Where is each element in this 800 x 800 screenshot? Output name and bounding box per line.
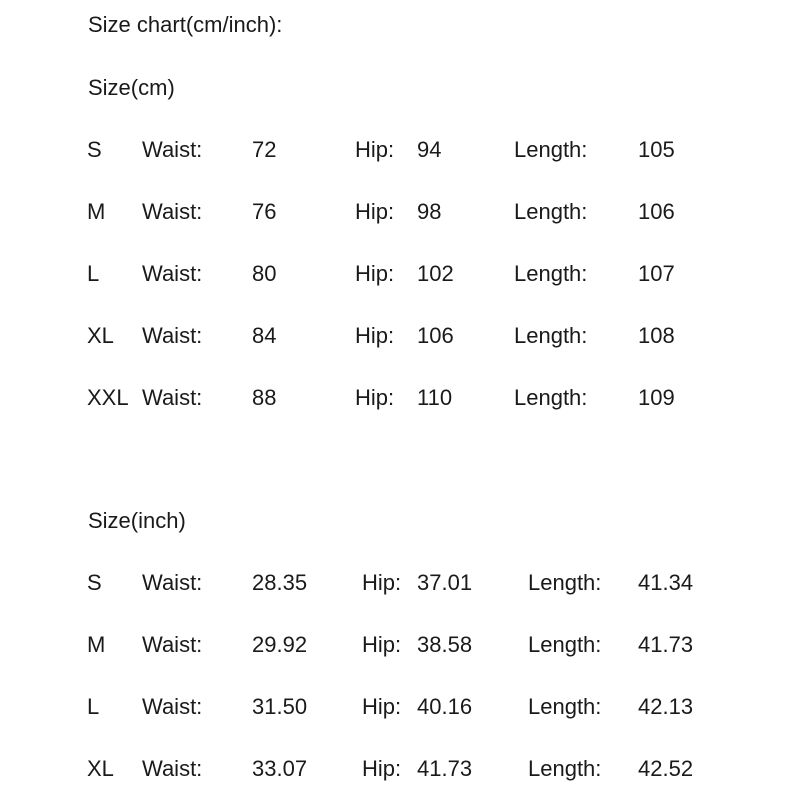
length-value: 108: [638, 323, 675, 348]
hip-label: Hip:: [362, 756, 402, 781]
waist-label: Waist:: [142, 261, 203, 286]
length-label: Length:: [514, 385, 588, 410]
waist-value: 31.50: [252, 694, 308, 719]
waist-value: 29.92: [252, 632, 308, 657]
length-label: Length:: [528, 694, 602, 719]
hip-value: 110: [417, 385, 453, 410]
length-value: 106: [638, 199, 675, 224]
length-label: Length:: [528, 756, 602, 781]
table-row: [0, 570, 800, 596]
cm-section-heading: Size(cm): [88, 75, 175, 100]
length-label: Length:: [528, 632, 602, 657]
waist-value: 72: [252, 137, 277, 162]
hip-label: Hip:: [362, 632, 402, 657]
size-label: M: [87, 199, 106, 224]
table-row: [0, 261, 800, 287]
waist-value: 88: [252, 385, 277, 410]
table-row: [0, 199, 800, 225]
waist-label: Waist:: [142, 323, 203, 348]
length-value: 42.13: [638, 694, 694, 719]
hip-label: Hip:: [355, 261, 395, 286]
hip-value: 98: [417, 199, 442, 224]
length-value: 107: [638, 261, 675, 286]
waist-label: Waist:: [142, 694, 203, 719]
table-row: [0, 323, 800, 349]
length-value: 105: [638, 137, 675, 162]
length-label: Length:: [514, 323, 588, 348]
waist-label: Waist:: [142, 199, 203, 224]
length-value: 42.52: [638, 756, 694, 781]
length-value: 41.73: [638, 632, 694, 657]
waist-label: Waist:: [142, 570, 203, 595]
size-label: XL: [87, 323, 114, 348]
length-label: Length:: [514, 137, 588, 162]
waist-label: Waist:: [142, 137, 203, 162]
hip-value: 102: [417, 261, 454, 286]
hip-label: Hip:: [355, 199, 395, 224]
inch-section-heading: Size(inch): [88, 508, 186, 533]
page-title: Size chart(cm/inch):: [88, 12, 283, 37]
hip-value: 94: [417, 137, 442, 162]
table-row: [0, 385, 800, 411]
hip-value: 106: [417, 323, 454, 348]
hip-value: 40.16: [417, 694, 473, 719]
hip-label: Hip:: [355, 137, 395, 162]
waist-value: 33.07: [252, 756, 308, 781]
length-label: Length:: [514, 199, 588, 224]
length-label: Length:: [528, 570, 602, 595]
length-label: Length:: [514, 261, 588, 286]
waist-label: Waist:: [142, 756, 203, 781]
waist-value: 76: [252, 199, 277, 224]
hip-value: 37.01: [417, 570, 473, 595]
table-row: [0, 632, 800, 658]
waist-value: 28.35: [252, 570, 308, 595]
hip-label: Hip:: [355, 323, 395, 348]
hip-label: Hip:: [362, 570, 402, 595]
waist-value: 80: [252, 261, 277, 286]
size-label: XL: [87, 756, 114, 781]
length-value: 41.34: [638, 570, 694, 595]
table-row: [0, 756, 800, 782]
length-value: 109: [638, 385, 675, 410]
size-label: L: [87, 261, 100, 286]
size-label: M: [87, 632, 106, 657]
table-row: [0, 694, 800, 720]
table-row: [0, 137, 800, 163]
size-label: S: [87, 570, 102, 595]
size-label: S: [87, 137, 102, 162]
hip-value: 41.73: [417, 756, 473, 781]
hip-label: Hip:: [362, 694, 402, 719]
waist-label: Waist:: [142, 632, 203, 657]
hip-label: Hip:: [355, 385, 395, 410]
size-label: XXL: [87, 385, 129, 410]
waist-value: 84: [252, 323, 277, 348]
size-label: L: [87, 694, 100, 719]
waist-label: Waist:: [142, 385, 203, 410]
hip-value: 38.58: [417, 632, 473, 657]
